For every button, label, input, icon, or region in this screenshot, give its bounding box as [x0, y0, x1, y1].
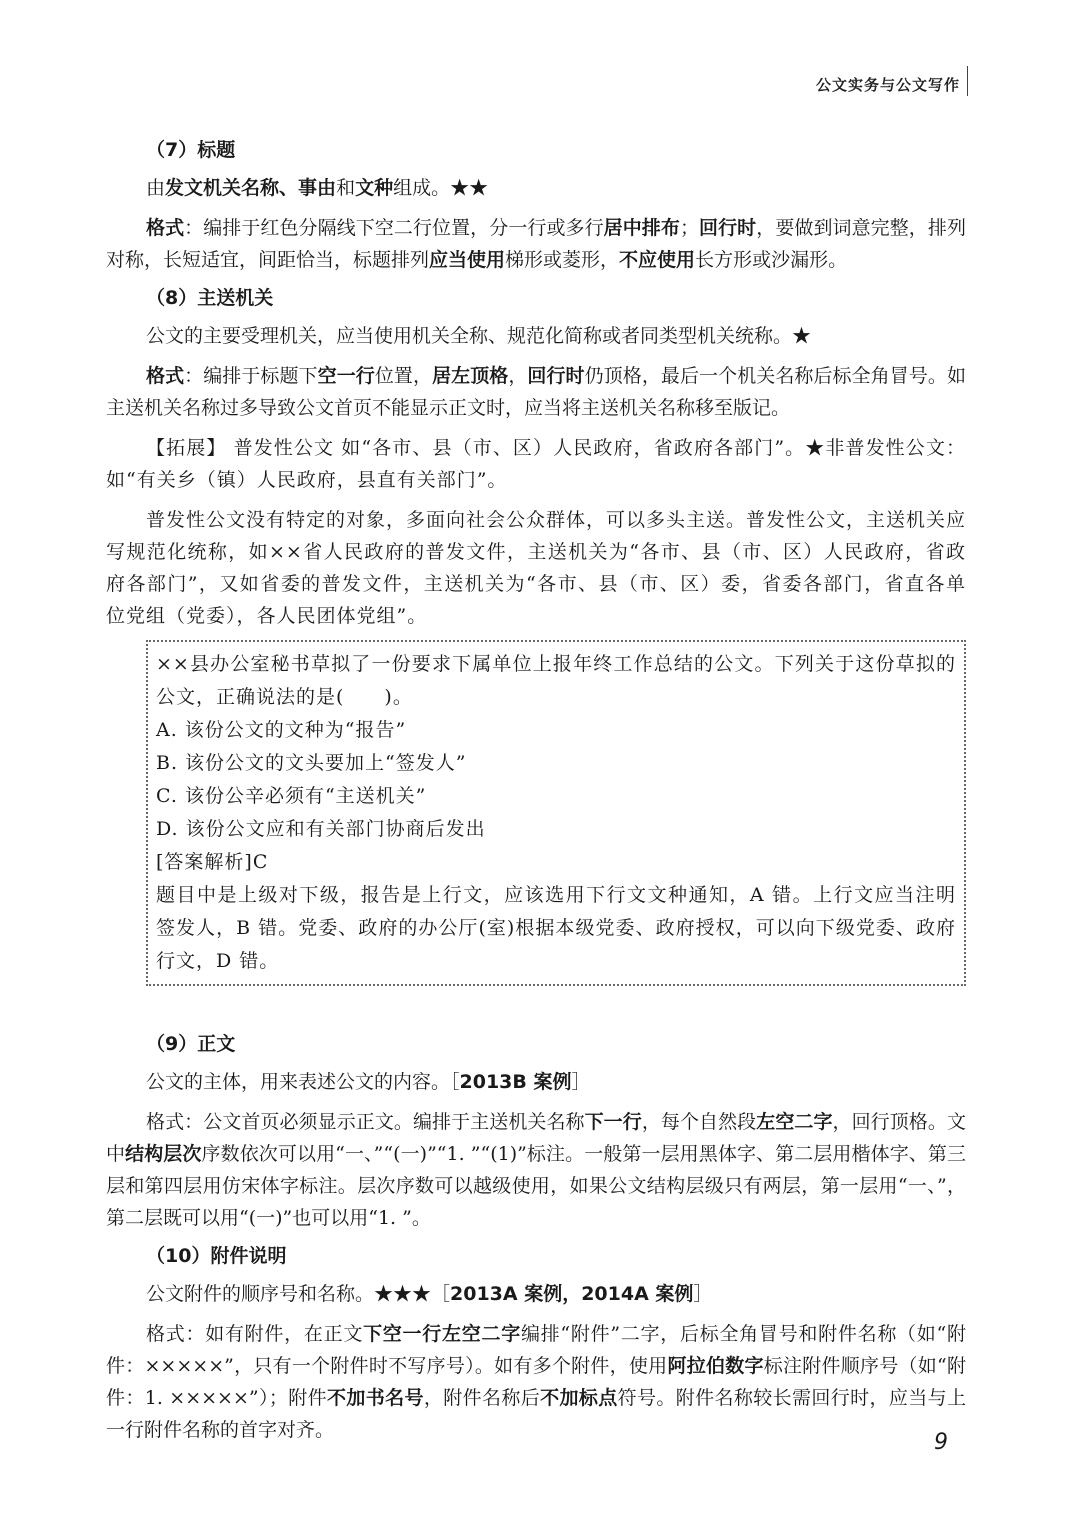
- quiz-answer: [答案解析]C: [156, 851, 269, 873]
- section-8-para-4: 普发性公文没有特定的对象，多面向社会公众群体，可以多头主送。普发性公文，主送机关应写规范化统称，如××省人民政府的普发文件，主送机关为“各市、县（市、区）人民政府，省政府各部门”，又如省委的普发文件，主送机关为“各市、县（市、区）委，省委各部门，省直各单位党组（党委），各人民团体党组”。: [106, 509, 967, 627]
- running-header: 公文实务与公文写作: [815, 76, 960, 94]
- quiz-option-c: C. 该份公辛必须有“主送机关”: [156, 785, 427, 807]
- section-10-para-2: 格式：如有附件，在正文下空一行左空二字编排“附件”二字，后标全角冒号和附件名称（如“附件：×××××”，只有一个附件时不写序号）。如有多个附件，使用阿拉伯数字标注附件顺序号（如“附件：1. ×××××”）；附件不加书名号，附件名称后不加标点符号。附件名称较长需回行时，应当与上一行附件名称的首字对齐。: [106, 1323, 966, 1441]
- section-7-heading: （7）标题: [146, 139, 236, 161]
- quiz-option-a: A. 该份公文的文种为“报告”: [156, 719, 407, 741]
- section-7-para-1: 由发文机关名称、事由和文种组成。★★: [146, 177, 489, 199]
- section-9-para-2: 格式：公文首页必须显示正文。编排于主送机关名称下一行，每个自然段左空二字，回行顶格。文中结构层次序数依次可以用“一、”“(一)”“1. ”“(1)”标注。一般第一层用黑体字、第二层用楷体字、第三层和第四层用仿宋体字标注。层次序数可以越级使用，如果公文结构层级只有两层，第一层用“一、”，第二层既可以用“(一)”也可以用“1. ”。: [106, 1111, 966, 1229]
- section-10-para-1: 公文附件的顺序号和名称。★★★［2013A 案例，2014A 案例］: [146, 1283, 713, 1305]
- quiz-option-d: D. 该份公文应和有关部门协商后发出: [156, 818, 486, 840]
- quiz-option-b: B. 该份公文的文头要加上“签发人”: [156, 752, 467, 774]
- quiz-box: [146, 640, 966, 986]
- section-9-para-1: 公文的主体，用来表述公文的内容。［2013B 案例］: [146, 1071, 591, 1093]
- section-10-heading: （10）附件说明: [146, 1245, 287, 1267]
- quiz-explanation: 题目中是上级对下级，报告是上行文，应该选用下行文文种通知，A 错。上行文应当注明签发人，B 错。党委、政府的办公厅(室)根据本级党委、政府授权，可以向下级党委、政府行文，D 错。: [156, 884, 956, 972]
- quiz-question: ××县办公室秘书草拟了一份要求下属单位上报年终工作总结的公文。下列关于这份草拟的公文，正确说法的是( )。: [156, 653, 956, 708]
- section-8-extension: 【拓展】 普发性公文 如“各市、县（市、区）人民政府，省政府各部门”。★非普发性公文：如“有关乡（镇）人民政府，县直有关部门”。: [106, 437, 966, 491]
- page-number: 9: [934, 1430, 948, 1455]
- section-9-heading: （9）正文: [146, 1033, 236, 1055]
- header-divider: [967, 66, 968, 96]
- section-8-heading: （8）主送机关: [146, 287, 274, 309]
- section-7-para-2: 格式：编排于红色分隔线下空二行位置，分一行或多行居中排布；回行时，要做到词意完整，排列对称，长短适宜，间距恰当，标题排列应当使用梯形或菱形，不应使用长方形或沙漏形。: [106, 217, 966, 271]
- page-body: [106, 136, 966, 1454]
- section-8-para-2: 格式：编排于标题下空一行位置，居左顶格，回行时仍顶格，最后一个机关名称后标全角冒号。如主送机关名称过多导致公文首页不能显示正文时，应当将主送机关名称移至版记。: [106, 365, 966, 419]
- section-8-para-1: 公文的主要受理机关，应当使用机关全称、规范化简称或者同类型机关统称。★: [146, 325, 812, 347]
